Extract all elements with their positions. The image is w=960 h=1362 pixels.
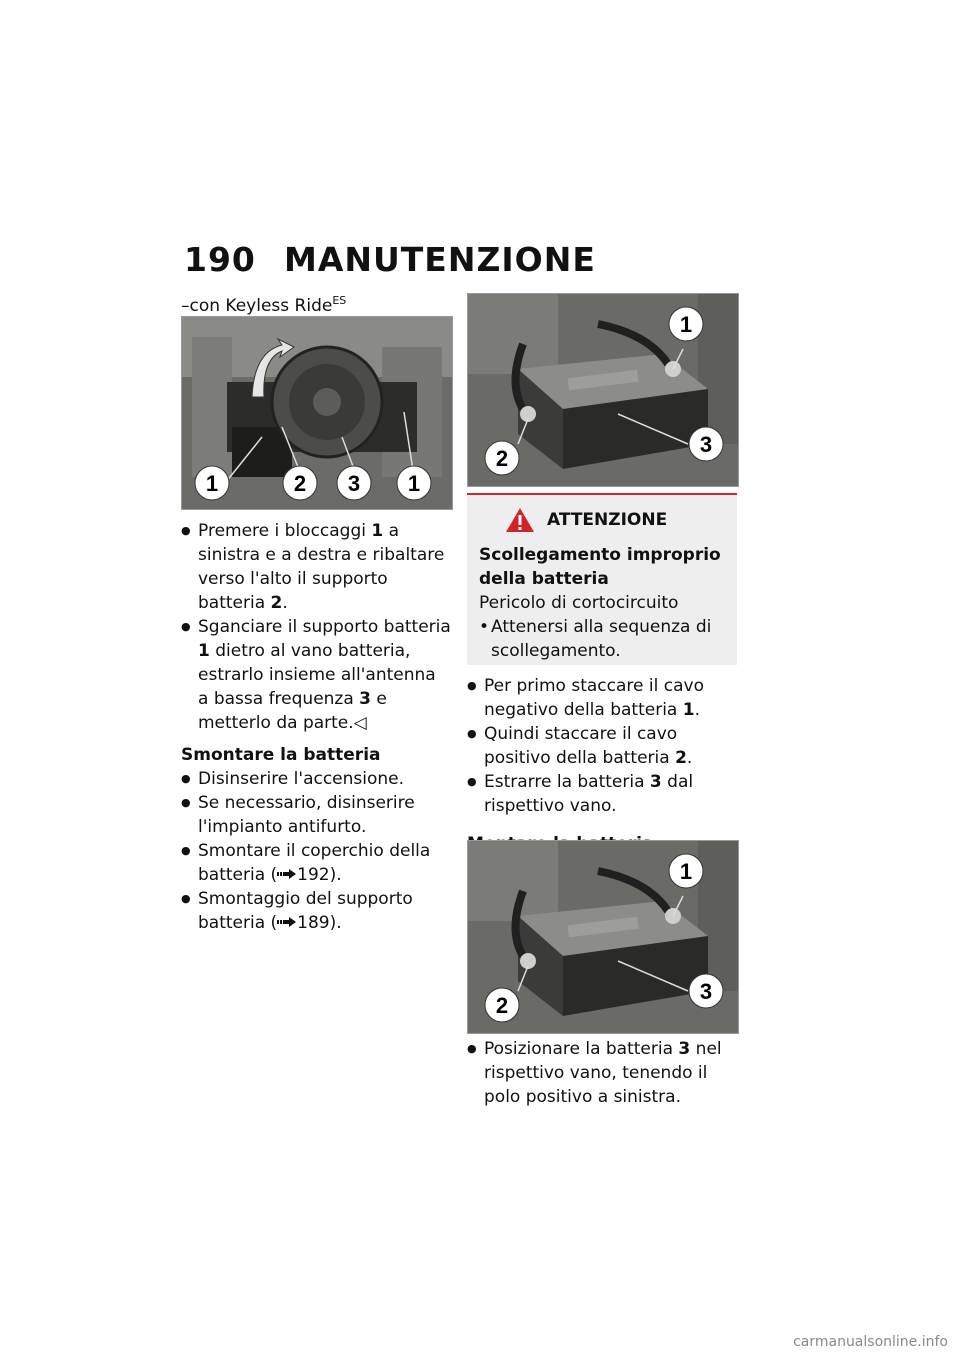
list-item: ● Sganciare il supporto batteria 1 dietro al vano batteria, estrarlo insieme all'antenna a bassa frequenza 3 e metterlo da parte.◁ xyxy=(181,615,451,735)
section-title: MANUTENZIONE xyxy=(284,240,596,279)
battery-illustration xyxy=(468,294,738,486)
page-ref-arrow-icon xyxy=(277,916,297,928)
list-item: ● Disinserire l'accensione. xyxy=(181,767,451,791)
list-item: ● Smontare il coperchio della batteria ( 192). xyxy=(181,839,451,887)
figure-battery-install xyxy=(467,840,739,1034)
list-item: ● Posizionare la batteria 3 nel rispettivo vano, tenendo il polo positivo a sinistra. xyxy=(467,1037,737,1109)
variant-sup: ES xyxy=(332,294,347,307)
callout-1b: 1 xyxy=(407,471,421,496)
warning-title-text: ATTENZIONE xyxy=(547,510,668,530)
warning-risk: Pericolo di cortocircuito xyxy=(479,593,679,613)
list-item: ● Smontaggio del supporto batteria ( 189). xyxy=(181,887,451,935)
watermark: carmanualsonline.info xyxy=(793,1334,948,1350)
callout-2: 2 xyxy=(495,993,509,1018)
steps-install-battery xyxy=(467,1037,737,1109)
warning-triangle-icon xyxy=(505,507,535,533)
battery-install-illustration xyxy=(468,841,738,1033)
callout-1: 1 xyxy=(679,859,693,884)
warning-item: • Attenersi alla sequenza di scollegamento. xyxy=(479,615,725,663)
figure-battery-removal xyxy=(467,293,739,487)
subhead-remove-battery: Smontare la batteria xyxy=(181,745,381,765)
battery-support-illustration xyxy=(182,317,452,509)
figure-battery-support xyxy=(181,316,453,510)
list-item: ● Per primo staccare il cavo negativo della batteria 1. xyxy=(467,674,737,722)
page-ref[interactable]: 189 xyxy=(297,913,330,933)
page-number: 190 xyxy=(184,240,256,279)
list-item: ● Se necessario, disinserire l'impianto antifurto. xyxy=(181,791,451,839)
page-ref-arrow-icon xyxy=(277,868,297,880)
page-ref[interactable]: 192 xyxy=(297,865,330,885)
callout-3: 3 xyxy=(699,432,713,457)
variant-label xyxy=(181,289,346,318)
callout-1: 1 xyxy=(679,312,693,337)
warning-box xyxy=(467,493,737,665)
callout-2: 2 xyxy=(293,471,307,496)
callout-1a: 1 xyxy=(205,471,219,496)
callout-2: 2 xyxy=(495,446,509,471)
list-item: ● Quindi staccare il cavo positivo della batteria 2. xyxy=(467,722,737,770)
callout-3: 3 xyxy=(347,471,361,496)
warning-title xyxy=(505,507,725,533)
list-item: ● Estrarre la batteria 3 dal rispettivo vano. xyxy=(467,770,737,818)
list-item: ● Premere i bloccaggi 1 a sinistra e a destra e ribaltare verso l'alto il supporto batteria 2. xyxy=(181,519,451,615)
callout-3: 3 xyxy=(699,979,713,1004)
steps-remove-battery xyxy=(467,674,737,856)
warning-heading: Scollegamento improprio della batteria xyxy=(479,545,721,589)
steps-remove-support xyxy=(181,519,451,935)
variant-text: –con Keyless Ride xyxy=(181,296,333,316)
